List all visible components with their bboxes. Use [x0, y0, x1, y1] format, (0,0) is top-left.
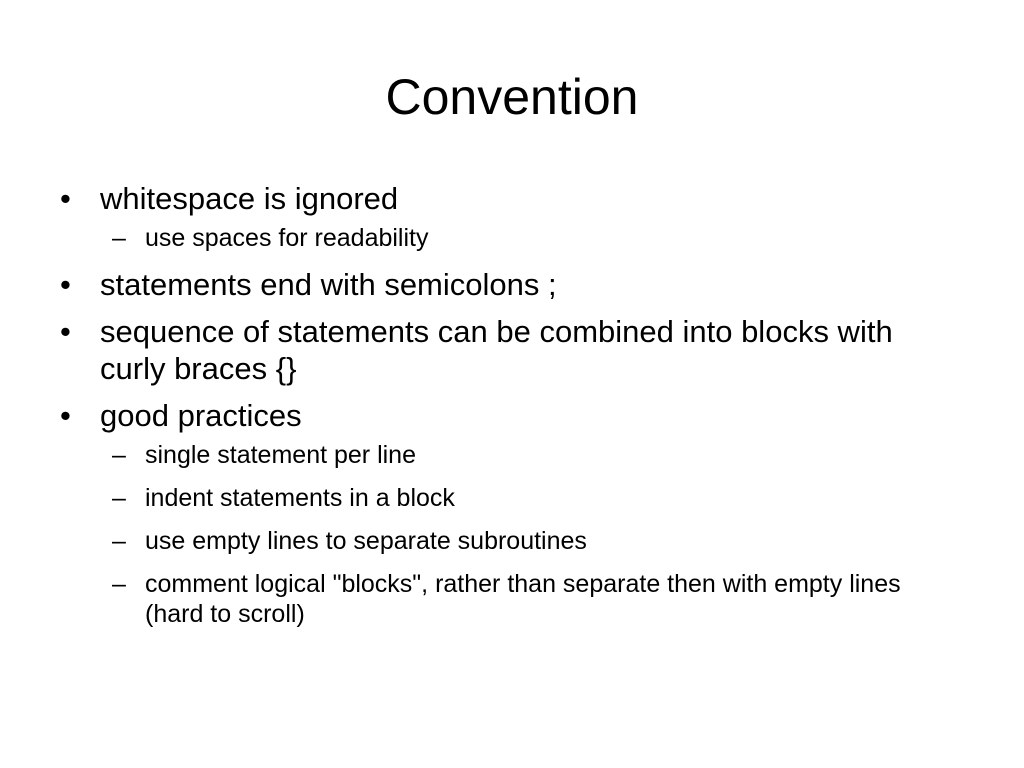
sub-bullet-marker: –: [112, 570, 126, 598]
bullet-text: whitespace is ignored: [100, 181, 399, 216]
sub-bullet-marker: –: [112, 224, 126, 252]
bullet-item: [60, 313, 960, 387]
sub-bullet-marker: –: [112, 441, 126, 469]
sub-bullet-item: [100, 483, 960, 513]
bullet-item: [60, 397, 960, 629]
bullet-marker: •: [60, 181, 71, 216]
bullet-marker: •: [60, 314, 71, 349]
sub-bullet-text: comment logical "blocks", rather than separate then with empty lines (hard to scroll): [145, 570, 901, 628]
sub-bullet-text: indent statements in a block: [145, 484, 455, 512]
bullet-text: statements end with semicolons ;: [100, 267, 557, 302]
sub-bullet-item: [100, 223, 960, 253]
sub-bullet-text: use empty lines to separate subroutines: [145, 527, 587, 555]
sub-bullet-text: single statement per line: [145, 441, 416, 469]
sub-bullet-item: [100, 526, 960, 556]
sub-bullet-text: use spaces for readability: [145, 224, 429, 252]
bullet-item: [60, 180, 960, 253]
slide-title: Convention: [385, 69, 639, 125]
bullet-text: good practices: [100, 398, 302, 433]
sub-bullet-marker: –: [112, 527, 126, 555]
bullet-item: [60, 266, 960, 303]
bullet-marker: •: [60, 267, 71, 302]
sub-bullet-list: [100, 223, 960, 253]
bullet-marker: •: [60, 398, 71, 433]
sub-bullet-item: [100, 440, 960, 470]
sub-bullet-item: [100, 569, 960, 629]
sub-bullet-marker: –: [112, 484, 126, 512]
bullet-list: [60, 180, 960, 629]
bullet-text: sequence of statements can be combined into blocks with curly braces {}: [100, 314, 893, 386]
slide-content: [60, 180, 960, 642]
sub-bullet-list: [100, 440, 960, 629]
